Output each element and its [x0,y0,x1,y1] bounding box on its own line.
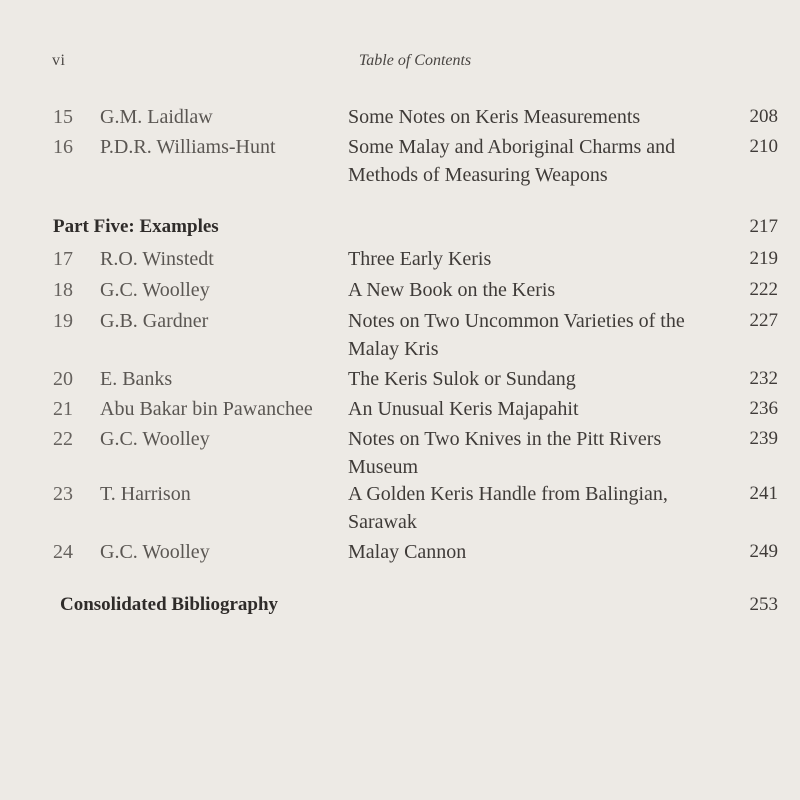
entry-page: 241 [749,483,778,504]
running-title: Table of Contents [358,52,472,69]
entry-author: Abu Bakar bin Pawanchee [100,398,313,420]
entry-title: Notes on Two Uncommon Varieties of the Malay Kris [348,310,685,360]
entry-page: 219 [749,248,778,269]
entry-number: 19 [53,310,73,332]
entry-number: 22 [53,428,73,450]
section-label: Part Five: Examples [53,216,219,237]
section-page: 253 [749,594,778,615]
entry-page: 210 [749,136,778,157]
entry-title: Notes on Two Knives in the Pitt Rivers Museum [348,428,662,478]
entry-number: 18 [53,279,73,301]
entry-author: G.M. Laidlaw [100,106,213,128]
entry-author: P.D.R. Williams-Hunt [100,136,276,158]
entry-author: R.O. Winstedt [100,248,214,270]
entry-page: 232 [749,368,778,389]
entry-number: 24 [53,541,73,563]
entry-title: Three Early Keris [348,248,492,270]
entry-author: G.C. Woolley [100,428,210,450]
folio-number: vi [52,52,66,69]
entry-title: A Golden Keris Handle from Balingian, Sarawak [348,483,668,533]
entry-title: An Unusual Keris Majapahit [348,398,579,420]
entry-number: 15 [53,106,73,128]
entry-page: 239 [749,428,778,449]
entry-number: 16 [53,136,73,158]
entry-title: The Keris Sulok or Sundang [348,368,576,390]
entry-page: 222 [749,279,778,300]
entry-page: 227 [749,310,778,331]
entry-page: 249 [749,541,778,562]
entry-author: T. Harrison [100,483,191,505]
entry-number: 23 [53,483,73,505]
entry-author: G.C. Woolley [100,541,210,563]
entry-number: 17 [53,248,73,270]
section-page: 217 [749,216,778,237]
entry-author: E. Banks [100,368,173,390]
entry-title: A New Book on the Keris [348,279,556,301]
section-label: Consolidated Bibliography [60,594,279,615]
entry-author: G.B. Gardner [100,310,209,332]
entry-page: 236 [749,398,778,419]
entry-author: G.C. Woolley [100,279,210,301]
entry-page: 208 [749,106,778,127]
entry-title: Some Notes on Keris Measurements [348,106,641,128]
entry-number: 20 [53,368,73,390]
entry-title: Some Malay and Aboriginal Charms and Methods of Measuring Weapons [348,136,676,186]
entry-title: Malay Cannon [348,541,467,563]
entry-number: 21 [53,398,73,420]
